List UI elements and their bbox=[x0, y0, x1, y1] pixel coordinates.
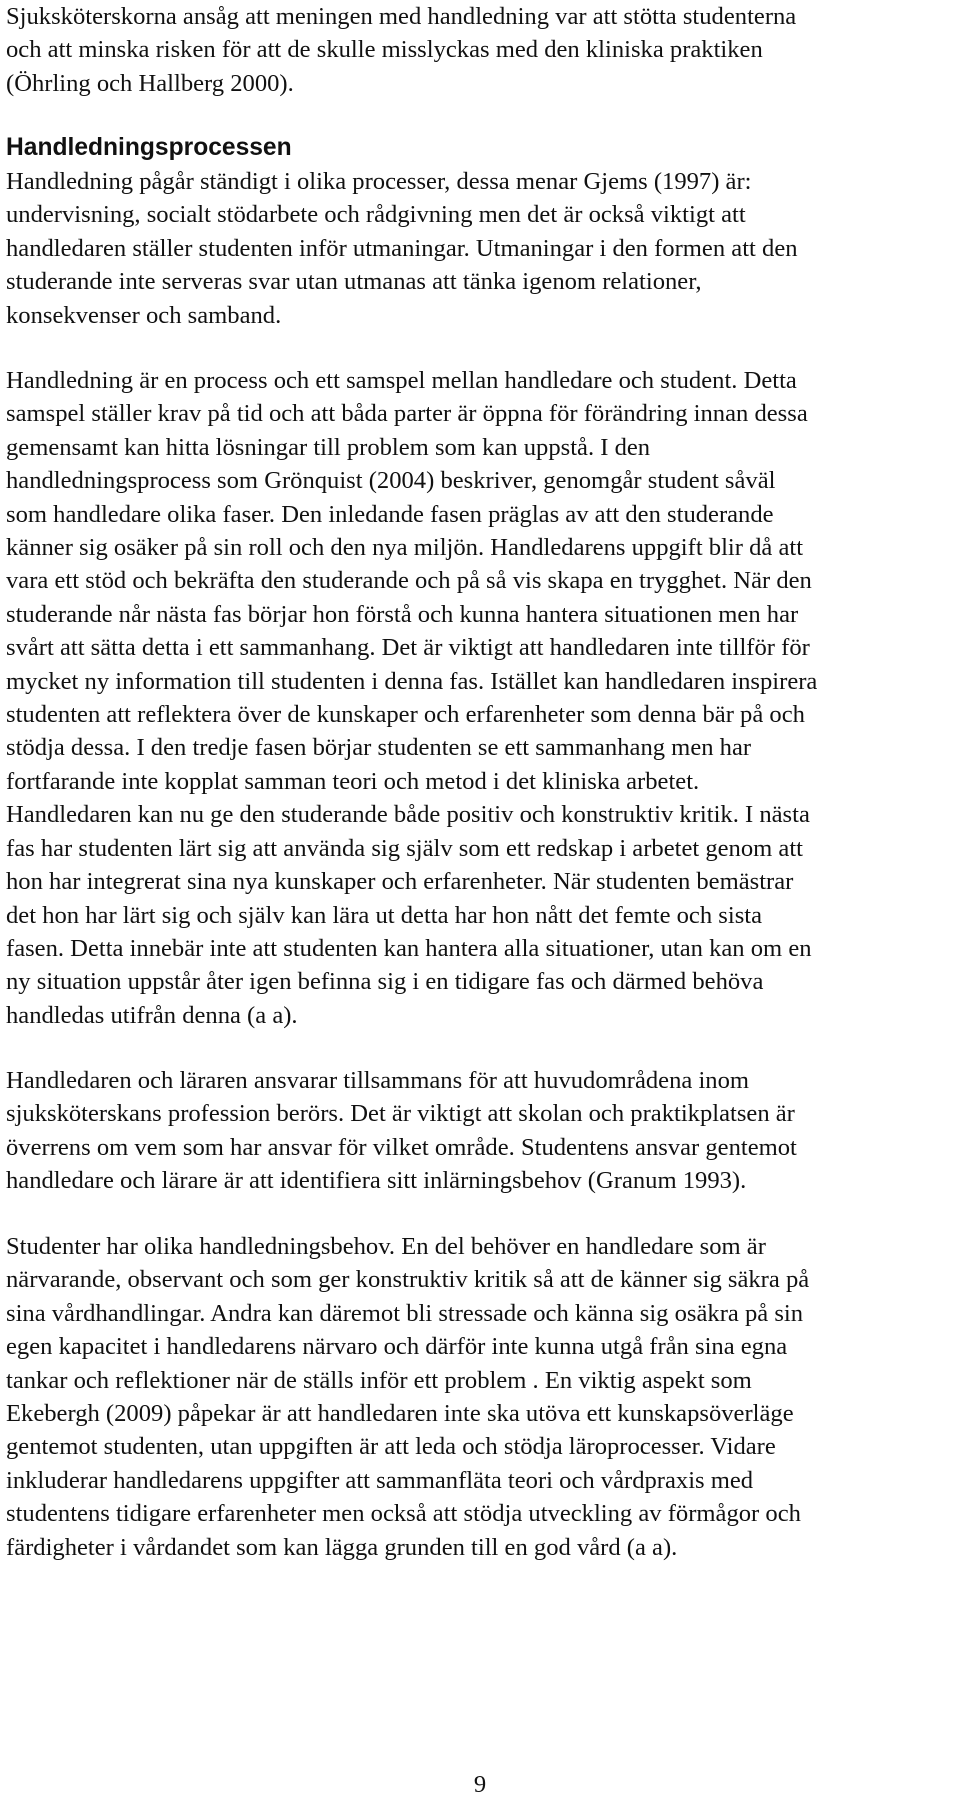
text-line: inkluderar handledarens uppgifter att sammanfläta teori och vårdpraxis med bbox=[6, 1466, 754, 1494]
text-line: och att minska risken för att de skulle misslyckas med den kliniska praktiken bbox=[6, 36, 763, 64]
text-line: handledningsprocess som Grönquist (2004) beskriver, genomgår student såväl bbox=[6, 467, 776, 495]
text-line: som handledare olika faser. Den inledande fasen präglas av att den studerande bbox=[6, 500, 774, 528]
text-line: Handledaren kan nu ge den studerande både positiv och konstruktiv kritik. I nästa bbox=[6, 801, 810, 829]
text-line: studerande når nästa fas börjar hon förstå och kunna hantera situationen men har bbox=[6, 600, 799, 628]
text-line: färdigheter i vårdandet som kan lägga grunden till en god vård (a a). bbox=[6, 1533, 678, 1561]
section-heading: Handledningsprocessen bbox=[6, 134, 292, 161]
text-line: hon har integrerat sina nya kunskaper och erfarenheter. När studenten bemästrar bbox=[6, 868, 794, 896]
text-line: fas har studenten lärt sig att använda sig själv som ett redskap i arbetet genom att bbox=[6, 834, 804, 862]
text-line: vara ett stöd och bekräfta den studerande och på så vis skapa en trygghet. När den bbox=[6, 567, 812, 595]
text-line: mycket ny information till studenten i denna fas. Istället kan handledaren inspirera bbox=[6, 667, 818, 695]
text-line: ny situation uppstår åter igen befinna sig i en tidigare fas och därmed behöva bbox=[6, 968, 764, 996]
text-line: fasen. Detta innebär inte att studenten kan hantera alla situationer, utan kan om en bbox=[6, 934, 812, 962]
text-line: (Öhrling och Hallberg 2000). bbox=[6, 69, 294, 97]
paragraph-needs bbox=[6, 1230, 809, 1564]
text-line: Handledning är en process och ett samspel mellan handledare och student. Detta bbox=[6, 367, 797, 394]
text-line: Handledaren och läraren ansvarar tillsammans för att huvudområdena inom bbox=[6, 1067, 750, 1094]
text-line: känner sig osäker på sin roll och den nya miljön. Handledarens uppgift blir då att bbox=[6, 534, 804, 562]
text-line: gemensamt kan hitta lösningar till problem som kan uppstå. I den bbox=[6, 433, 651, 461]
text-line: handledaren ställer studenten inför utmaningar. Utmaningar i den formen att den bbox=[6, 234, 798, 262]
paragraph-responsibility bbox=[6, 1064, 797, 1198]
text-line: samspel ställer krav på tid och att båda parter är öppna för förändring innan dessa bbox=[6, 400, 808, 428]
text-line: Ekebergh (2009) påpekar är att handledaren inte ska utöva ett kunskapsöverläge bbox=[6, 1400, 794, 1428]
text-line: studenten att reflektera över de kunskaper och erfarenheter som denna bär på och bbox=[6, 701, 805, 729]
text-line: egen kapacitet i handledarens närvaro och därför inte kunna utgå från sina egna bbox=[6, 1333, 788, 1361]
text-line: sina vårdhandlingar. Andra kan däremot bli stressade och känna sig osäkra på sin bbox=[6, 1299, 804, 1327]
paragraph-phases bbox=[6, 364, 817, 1032]
text-line: överrens om vem som har ansvar för vilket område. Studentens ansvar gentemot bbox=[6, 1133, 797, 1161]
text-line: undervisning, socialt stödarbete och rådgivning men det är också viktigt att bbox=[6, 201, 746, 229]
text-line: stödja dessa. I den tredje fasen börjar studenten se ett sammanhang men har bbox=[6, 734, 752, 762]
document-page bbox=[6, 0, 954, 1804]
text-line: det hon har lärt sig och själv kan lära ut detta har hon nått det femte och sista bbox=[6, 901, 763, 929]
text-line: tankar och reflektioner när de ställs inför ett problem . En viktig aspekt som bbox=[6, 1366, 752, 1394]
text-line: konsekvenser och samband. bbox=[6, 301, 282, 329]
text-line: handledare och lärare är att identifiera sitt inlärningsbehov (Granum 1993). bbox=[6, 1167, 747, 1195]
text-line: Handledning pågår ständigt i olika processer, dessa menar Gjems (1997) är: bbox=[6, 168, 752, 195]
text-line: Sjuksköterskorna ansåg att meningen med handledning var att stötta studenterna bbox=[6, 3, 797, 30]
text-line: gentemot studenten, utan uppgiften är att leda och stödja läroprocesser. Vidare bbox=[6, 1433, 776, 1461]
text-line: studerande inte serveras svar utan utmanas att tänka igenom relationer, bbox=[6, 268, 702, 296]
text-line: närvarande, observant och som ger konstruktiv kritik så att de känner sig säkra på bbox=[6, 1266, 810, 1294]
text-line: Studenter har olika handledningsbehov. En del behöver en handledare som är bbox=[6, 1233, 766, 1260]
text-line: studentens tidigare erfarenheter men också att stödja utveckling av förmågor och bbox=[6, 1500, 801, 1528]
paragraph-process bbox=[6, 165, 798, 332]
text-line: sjuksköterskans profession berörs. Det är viktigt att skolan och praktikplatsen är bbox=[6, 1100, 795, 1128]
text-line: handledas utifrån denna (a a). bbox=[6, 1001, 298, 1029]
text-line: svårt att sätta detta i ett sammanhang. Det är viktigt att handledaren inte tillför för bbox=[6, 634, 810, 662]
text-line: fortfarande inte kopplat samman teori och metod i det kliniska arbetet. bbox=[6, 767, 700, 795]
page-number: 9 bbox=[473, 1771, 487, 1798]
intro-paragraph bbox=[6, 0, 796, 100]
